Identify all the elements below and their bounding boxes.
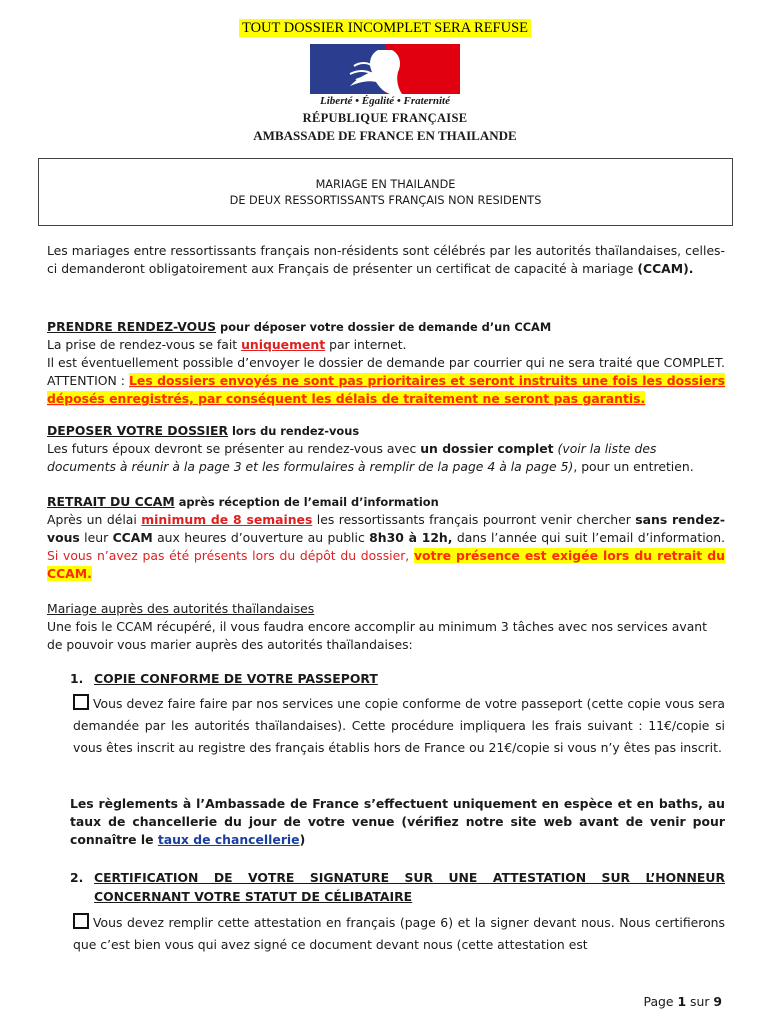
depot-complete: un dossier complet xyxy=(420,441,554,456)
title-line-1: MARIAGE EN THAILANDE xyxy=(315,178,456,191)
retrait-text-d: aux heures d’ouverture au public xyxy=(152,530,370,545)
list-item-1-heading xyxy=(70,671,378,686)
banner-text: TOUT DOSSIER INCOMPLET SERA REFUSE xyxy=(239,19,531,37)
republic-motto: Liberté • Égalité • Fraternité xyxy=(320,95,450,107)
retrait-heading xyxy=(47,493,725,511)
rdv-line-1 xyxy=(47,336,725,354)
retrait-delay: minimum de 8 semaines xyxy=(141,512,313,527)
retrait-no-appointment: sans rendez-vous xyxy=(47,512,725,545)
mariage-paragraph: Une fois le CCAM récupéré, il vous faudra encore accomplir au minimum 3 tâches avec nos services avant de pouvoir vous marier auprès des autorités thaïlandaises: xyxy=(47,619,708,652)
list-item-1-text: Vous devez faire faire par nos services une copie conforme de votre passeport (cette copie vous sera demandée par les autorités thaïlandaises). Cette procédure impliquera les frais suivant : 11€/copie si vous êtes inscrit au registre des français établis hors de France ou 21€/copie si vous n’y êtes pas inscrit. xyxy=(73,696,725,755)
depot-paragraph xyxy=(47,440,725,476)
list-item-2-body xyxy=(73,912,725,956)
retrait-ccam: CCAM xyxy=(112,530,153,545)
current-page: 1 xyxy=(677,994,687,1009)
incomplete-warning-banner xyxy=(0,20,770,37)
intro-paragraph xyxy=(47,242,725,278)
retrait-text-e: dans l’année qui suit l’email d’information. xyxy=(452,530,726,545)
list-item-2-number: 2. xyxy=(70,870,84,885)
depot-heading xyxy=(47,422,725,440)
rdv-heading-sub: pour déposer votre dossier de demande d’un CCAM xyxy=(216,320,552,334)
list-item-1-title: COPIE CONFORME DE VOTRE PASSEPORT xyxy=(94,671,378,686)
depot-text-end: , pour un entretien. xyxy=(573,459,694,474)
embassy-name: AMBASSADE DE FRANCE EN THAILANDE xyxy=(253,128,517,143)
list-item-2-title: CERTIFICATION DE VOTRE SIGNATURE SUR UNE ATTESTATION SUR L’HONNEUR CONCERNANT VOTRE STATUT DE CÉLIBATAIRE xyxy=(94,870,725,904)
marianne-logo xyxy=(310,44,460,94)
intro-text: Les mariages entre ressortissants français non-résidents sont célébrés par les autorités thaïlandaises, celles-ci demanderont obligatoirement aux Français de présenter un certificat de capacité à mariage xyxy=(47,243,725,276)
payment-text: Les règlements à l’Ambassade de France s’effectuent uniquement en espèce et en baths, au taux de chancellerie du jour de votre venue (vérifiez notre site web avant de venir pour connaître le xyxy=(70,796,725,847)
rdv-heading-title: PRENDRE RENDEZ-VOUS xyxy=(47,319,217,334)
depot-document-list-note: (voir la liste des documents à réunir à la page 3 et les formulaires à remplir de la page 4 à la page 5) xyxy=(47,441,657,474)
rdv-line-1-text: La prise de rendez-vous se fait xyxy=(47,337,242,352)
republic-name: RÉPUBLIQUE FRANÇAISE xyxy=(302,111,468,125)
retrait-heading-title: RETRAIT DU CCAM xyxy=(47,494,175,509)
list-item-1-number: 1. xyxy=(70,671,84,686)
mariage-heading: Mariage auprès des autorités thaïlandaises xyxy=(47,601,315,616)
rdv-paragraph xyxy=(47,354,725,408)
rdv-warning-highlight: Les dossiers envoyés ne sont pas prioritaires et seront instruits une fois les dossiers déposés enregistrés, par conséquent les délais de traitement ne seront pas garantis. xyxy=(47,373,726,406)
depot-heading-title: DEPOSER VOTRE DOSSIER xyxy=(47,423,229,438)
list-item-2-text: Vous devez remplir cette attestation en français (page 6) et la signer devant nous. Nous certifierons que c’est bien vous qui avez signé ce document devant nous (cette attestation est xyxy=(73,915,725,952)
intro-ccam: (CCAM). xyxy=(637,261,694,276)
retrait-presence-highlight: votre présence est exigée lors du retrait du CCAM. xyxy=(47,548,725,581)
page-number xyxy=(644,994,722,1009)
page-of: sur xyxy=(686,994,714,1009)
depot-text: Les futurs époux devront se présenter au rendez-vous avec xyxy=(47,441,421,456)
rdv-uniquement: uniquement xyxy=(241,337,326,352)
chancellerie-rate-link[interactable]: taux de chancellerie xyxy=(157,832,300,847)
retrait-paragraph xyxy=(47,511,725,583)
rdv-line-1-end: par internet. xyxy=(325,337,407,352)
total-pages: 9 xyxy=(713,994,722,1009)
depot-heading-sub: lors du rendez-vous xyxy=(228,424,360,438)
payment-notice xyxy=(47,795,725,849)
rdv-line-2: Il est éventuellement possible d’envoyer le dossier de demande par courrier qui ne sera traité que COMPLET. ATTENTION : xyxy=(47,355,725,388)
list-item-2-heading xyxy=(70,868,725,906)
retrait-text-c: leur xyxy=(79,530,113,545)
retrait-red-note: Si vous n’avez pas été présents lors du dépôt du dossier, xyxy=(47,548,414,563)
document-title-box xyxy=(38,158,733,226)
rdv-heading xyxy=(47,318,725,336)
retrait-text-a: Après un délai xyxy=(47,512,142,527)
page-label: Page xyxy=(643,994,678,1009)
title-line-2: DE DEUX RESSORTISSANTS FRANÇAIS NON RESIDENTS xyxy=(229,194,542,207)
checkbox-passport-copy[interactable] xyxy=(73,694,89,710)
checkbox-attestation[interactable] xyxy=(73,913,89,929)
payment-end: ) xyxy=(299,832,306,847)
list-item-1-body xyxy=(73,693,725,759)
retrait-hours: 8h30 à 12h, xyxy=(369,530,453,545)
retrait-heading-sub: après réception de l’email d’information xyxy=(174,495,439,509)
retrait-text-b: les ressortissants français pourront venir chercher xyxy=(312,512,636,527)
